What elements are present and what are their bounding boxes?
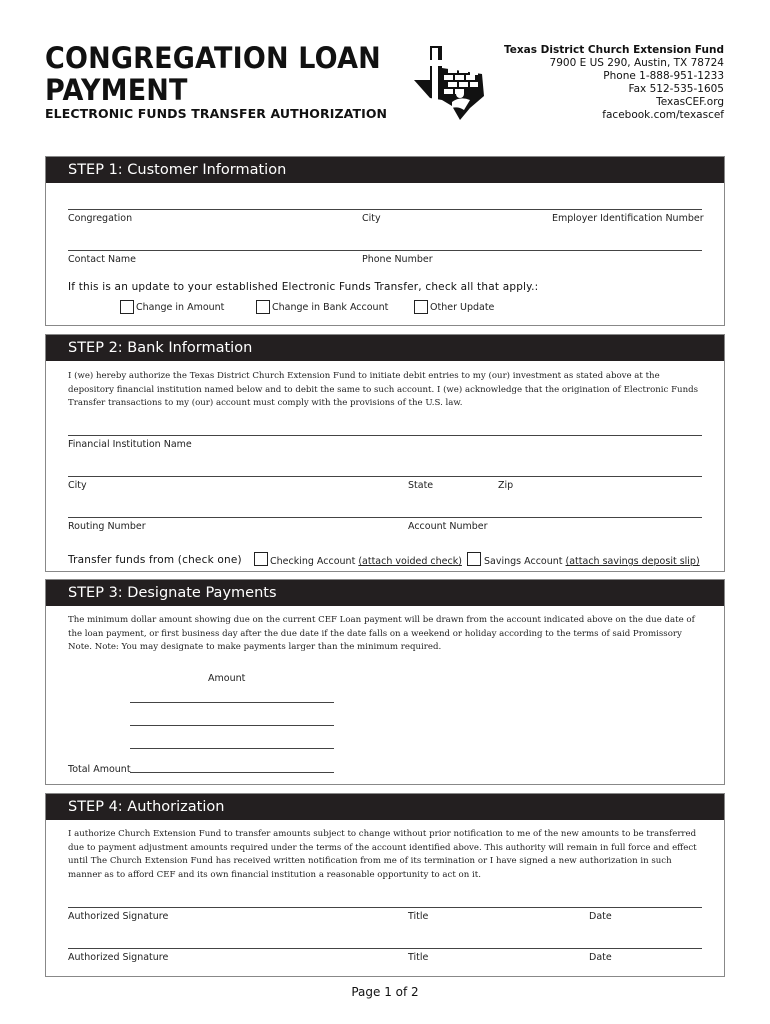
total-amount-label: Total Amount xyxy=(68,764,131,775)
savings-account-text: Savings Account xyxy=(484,556,563,567)
savings-label xyxy=(484,556,700,567)
org-website: TexasCEF.org xyxy=(656,96,724,108)
amount-line-1[interactable] xyxy=(130,702,334,703)
amount-line-2[interactable] xyxy=(130,725,334,726)
phone-label: Phone Number xyxy=(362,254,433,265)
bank-city-label: City xyxy=(68,480,87,491)
state-label: State xyxy=(408,480,434,491)
org-phone: Phone 1-888-951-1233 xyxy=(603,70,724,82)
step2-heading: STEP 2: Bank Information xyxy=(46,335,724,361)
congregation-row-line[interactable] xyxy=(68,209,702,210)
date-label-1: Date xyxy=(589,911,612,922)
contact-name-label: Contact Name xyxy=(68,254,137,265)
transfer-prompt: Transfer funds from (check one) xyxy=(68,554,242,566)
bank-authorization-text: I (we) hereby authorize the Texas District Church Extension Fund to initiate debit entries to my (our) investment as stated above at the depository financial institution named below and to debit the same to such account. I (we) acknowledge that the origination of Electronic Funds Transfer transactions to my (our) account must comply with the provisions of the U.S. law. xyxy=(68,371,699,408)
title-label-1: Title xyxy=(408,911,429,922)
ein-label: Employer Identification Number xyxy=(552,213,704,224)
org-facebook: facebook.com/texascef xyxy=(602,109,724,121)
signature-line-2[interactable] xyxy=(68,948,702,949)
step3-section xyxy=(45,579,725,785)
change-amount-checkbox[interactable] xyxy=(120,300,134,314)
step1-section xyxy=(45,156,725,326)
authorization-text: I authorize Church Extension Fund to transfer amounts subject to change without prior notification to me of the new amounts to be transferred due to payment adjustment amounts required under the terms of the account identified above. This authority will remain in full force and effect until The Church Extension Fund has received written notification from me of its termination or I have signed a new authorization in such manner as to afford CEF and its own financial institution a reasonable opportunity to act on it. xyxy=(68,829,697,880)
step3-heading: STEP 3: Designate Payments xyxy=(46,580,724,606)
step1-heading: STEP 1: Customer Information xyxy=(46,157,724,183)
checking-label xyxy=(270,556,462,567)
congregation-label: Congregation xyxy=(68,213,133,224)
institution-label: Financial Institution Name xyxy=(68,439,192,450)
signature-line-1[interactable] xyxy=(68,907,702,908)
bank-city-line[interactable] xyxy=(68,476,702,477)
institution-line[interactable] xyxy=(68,435,702,436)
org-fax: Fax 512-535-1605 xyxy=(628,83,724,95)
amount-label: Amount xyxy=(208,673,246,684)
change-bank-label: Change in Bank Account xyxy=(272,302,389,313)
page-number: Page 1 of 2 xyxy=(351,985,419,999)
signature-label-1: Authorized Signature xyxy=(68,911,169,922)
designate-payments-text: The minimum dollar amount showing due on the current CEF Loan payment will be drawn from the account indicated above on the due date of the loan payment, or first business day after the due date if the date falls on a weekend or holiday according to the terms of said Promissory Note. Note: You may designate to make payments larger than the minimum required. xyxy=(68,615,695,652)
step2-section xyxy=(45,334,725,572)
checking-account-text: Checking Account xyxy=(270,556,356,567)
amount-line-3[interactable] xyxy=(130,748,334,749)
date-label-2: Date xyxy=(589,952,612,963)
title-label-2: Title xyxy=(408,952,429,963)
total-amount-line[interactable] xyxy=(130,772,334,773)
form-title xyxy=(45,42,381,106)
routing-line[interactable] xyxy=(68,517,702,518)
checking-checkbox[interactable] xyxy=(254,552,268,566)
city-label: City xyxy=(362,213,381,224)
routing-label: Routing Number xyxy=(68,521,146,532)
zip-label: Zip xyxy=(498,480,514,491)
other-update-label: Other Update xyxy=(430,302,495,313)
form-title-line2: PAYMENT xyxy=(45,73,188,107)
organization-contact xyxy=(504,44,724,122)
step4-heading: STEP 4: Authorization xyxy=(46,794,724,820)
change-amount-label: Change in Amount xyxy=(136,302,225,313)
org-name: Texas District Church Extension Fund xyxy=(504,44,724,56)
account-label: Account Number xyxy=(408,521,488,532)
step4-section xyxy=(45,793,725,977)
texas-cef-logo-icon xyxy=(408,44,488,124)
form-subtitle: ELECTRONIC FUNDS TRANSFER AUTHORIZATION xyxy=(45,106,388,121)
form-title-line1: CONGREGATION LOAN xyxy=(45,41,381,75)
savings-checkbox[interactable] xyxy=(467,552,481,566)
org-address: 7900 E US 290, Austin, TX 78724 xyxy=(549,57,724,69)
checking-note: (attach voided check) xyxy=(358,556,462,567)
signature-label-2: Authorized Signature xyxy=(68,952,169,963)
change-bank-checkbox[interactable] xyxy=(256,300,270,314)
savings-note: (attach savings deposit slip) xyxy=(565,556,700,567)
contact-row-line[interactable] xyxy=(68,250,702,251)
update-prompt: If this is an update to your established Electronic Funds Transfer, check all that apply.: xyxy=(68,281,539,293)
other-update-checkbox[interactable] xyxy=(414,300,428,314)
